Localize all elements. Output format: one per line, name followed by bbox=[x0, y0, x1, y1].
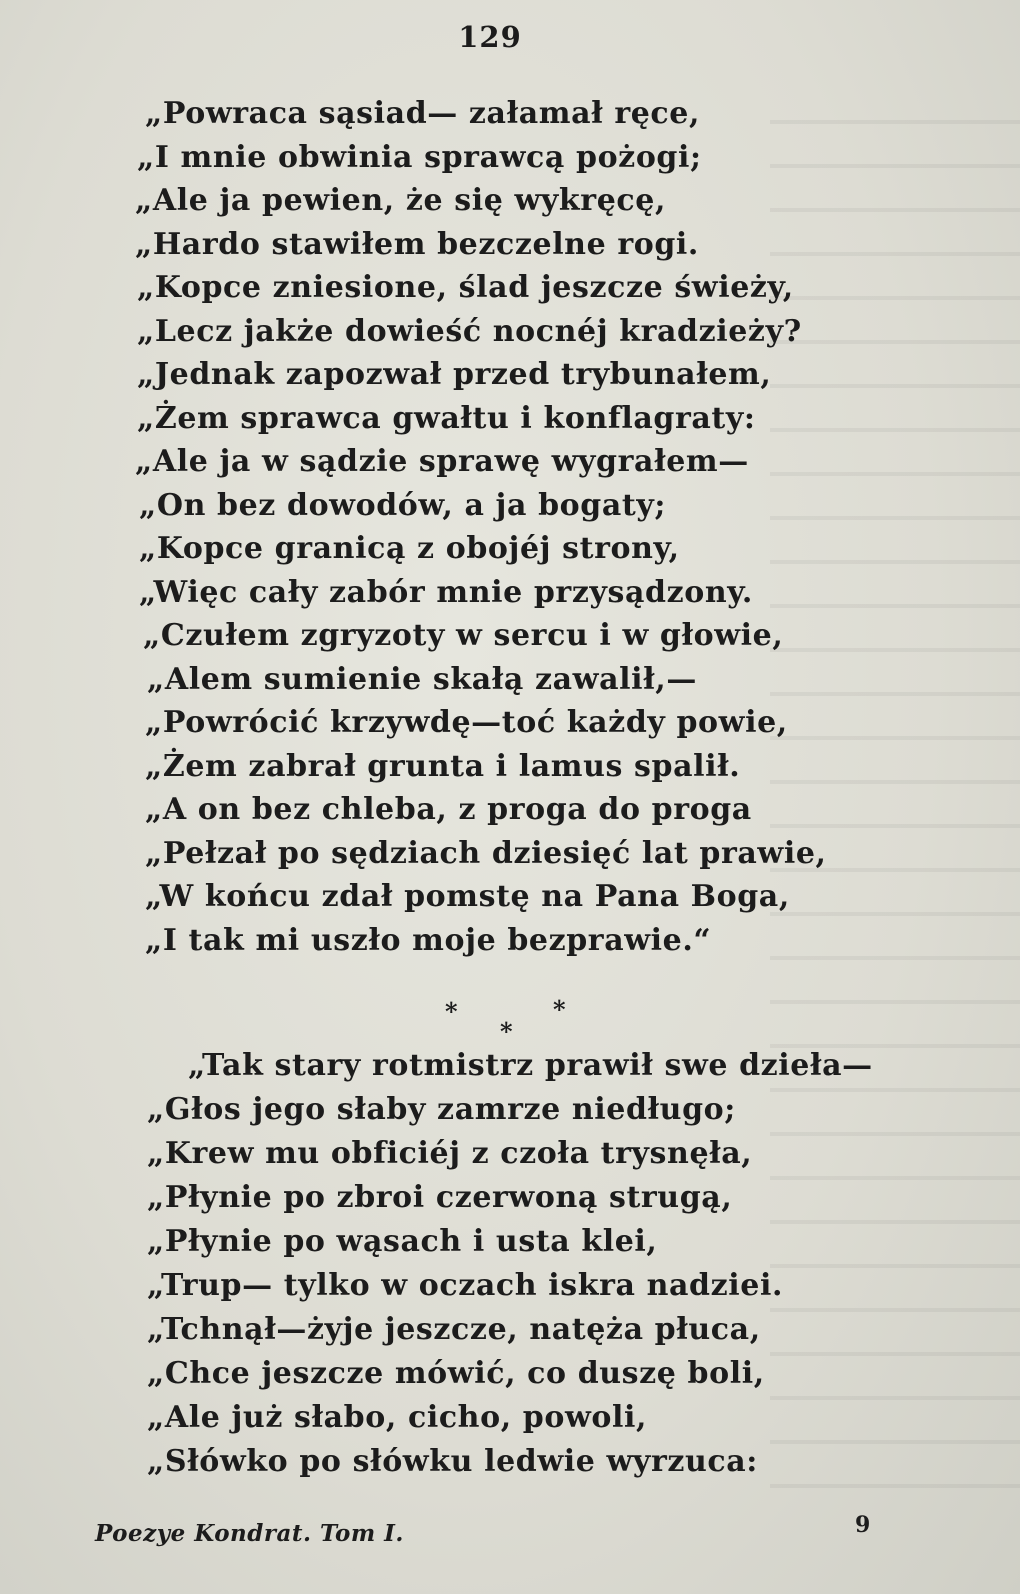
verse-line: „Kopce granicą z obojéj strony, bbox=[139, 531, 680, 566]
verse-line: „Tchnął—żyje jeszcze, natęża płuca, bbox=[147, 1312, 761, 1347]
verse-line: „Żem sprawca gwałtu i konflagraty: bbox=[137, 400, 756, 436]
verse-line: „Alem sumienie skałą zawalił,— bbox=[147, 661, 697, 697]
verse-line: „Słówko po słówku ledwie wyrzuca: bbox=[147, 1444, 758, 1479]
stanza-2 bbox=[145, 1044, 873, 1484]
verse-line: „Żem zabrał grunta i lamus spalił. bbox=[145, 748, 741, 784]
verse-line: „Ale ja pewien, że się wykręcę, bbox=[135, 183, 666, 218]
verse-line: „Czułem zgryzoty w sercu i w głowie, bbox=[143, 618, 784, 653]
separator-star: * bbox=[445, 997, 458, 1026]
separator-star: * bbox=[553, 995, 566, 1024]
sheet-number: 9 bbox=[855, 1512, 871, 1538]
section-separator bbox=[0, 990, 1020, 1046]
verse-line: „Powraca sąsiad— załamał ręce, bbox=[145, 96, 701, 131]
printer-signature: Poezye Kondrat. Tom I. bbox=[95, 1520, 404, 1547]
verse-line: „On bez dowodów, a ja bogaty; bbox=[139, 487, 667, 523]
verse-line: „Ale już słabo, cicho, powoli, bbox=[147, 1400, 648, 1435]
verse-line: „Głos jego słaby zamrze niedługo; bbox=[147, 1092, 736, 1127]
verse-line: „Kopce zniesione, ślad jeszcze świeży, bbox=[137, 270, 794, 305]
stanza-1 bbox=[135, 92, 827, 962]
verse-line: „A on bez chleba, z proga do proga bbox=[145, 792, 752, 827]
verse-line: „Płynie po wąsach i usta klei, bbox=[147, 1224, 658, 1259]
verse-line: „W końcu zdał pomstę na Pana Boga, bbox=[145, 879, 790, 914]
verse-line: „Chce jeszcze mówić, co duszę boli, bbox=[147, 1356, 765, 1391]
verse-line: „Pełzał po sędziach dziesięć lat prawie, bbox=[145, 835, 827, 871]
verse-line: „Więc cały zabór mnie przysądzony. bbox=[139, 574, 753, 610]
verse-line: „Powrócić krzywdę—toć każdy powie, bbox=[145, 705, 788, 740]
verse-line: „Ale ja w sądzie sprawę wygrałem— bbox=[135, 444, 749, 479]
verse-line: „Trup— tylko w oczach iskra nadziei. bbox=[147, 1268, 783, 1303]
verse-line: „Hardo stawiłem bezczelne rogi. bbox=[135, 226, 699, 262]
verse-line: „I tak mi uszło moje bezprawie.“ bbox=[145, 922, 712, 958]
separator-star: * bbox=[500, 1017, 513, 1046]
page-number: 129 bbox=[458, 20, 522, 54]
verse-line: „Krew mu obficiéj z czoła trysnęła, bbox=[147, 1136, 753, 1171]
verse-line: „Jednak zapozwał przed trybunałem, bbox=[137, 357, 772, 392]
verse-line: „Lecz jakże dowieść nocnéj kradzieży? bbox=[137, 313, 802, 349]
verse-line: „I mnie obwinia sprawcą pożogi; bbox=[137, 139, 702, 175]
verse-line: „Płynie po zbroi czerwoną strugą, bbox=[147, 1180, 733, 1215]
verse-line: „Tak stary rotmistrz prawił swe dzieła— bbox=[188, 1048, 873, 1083]
